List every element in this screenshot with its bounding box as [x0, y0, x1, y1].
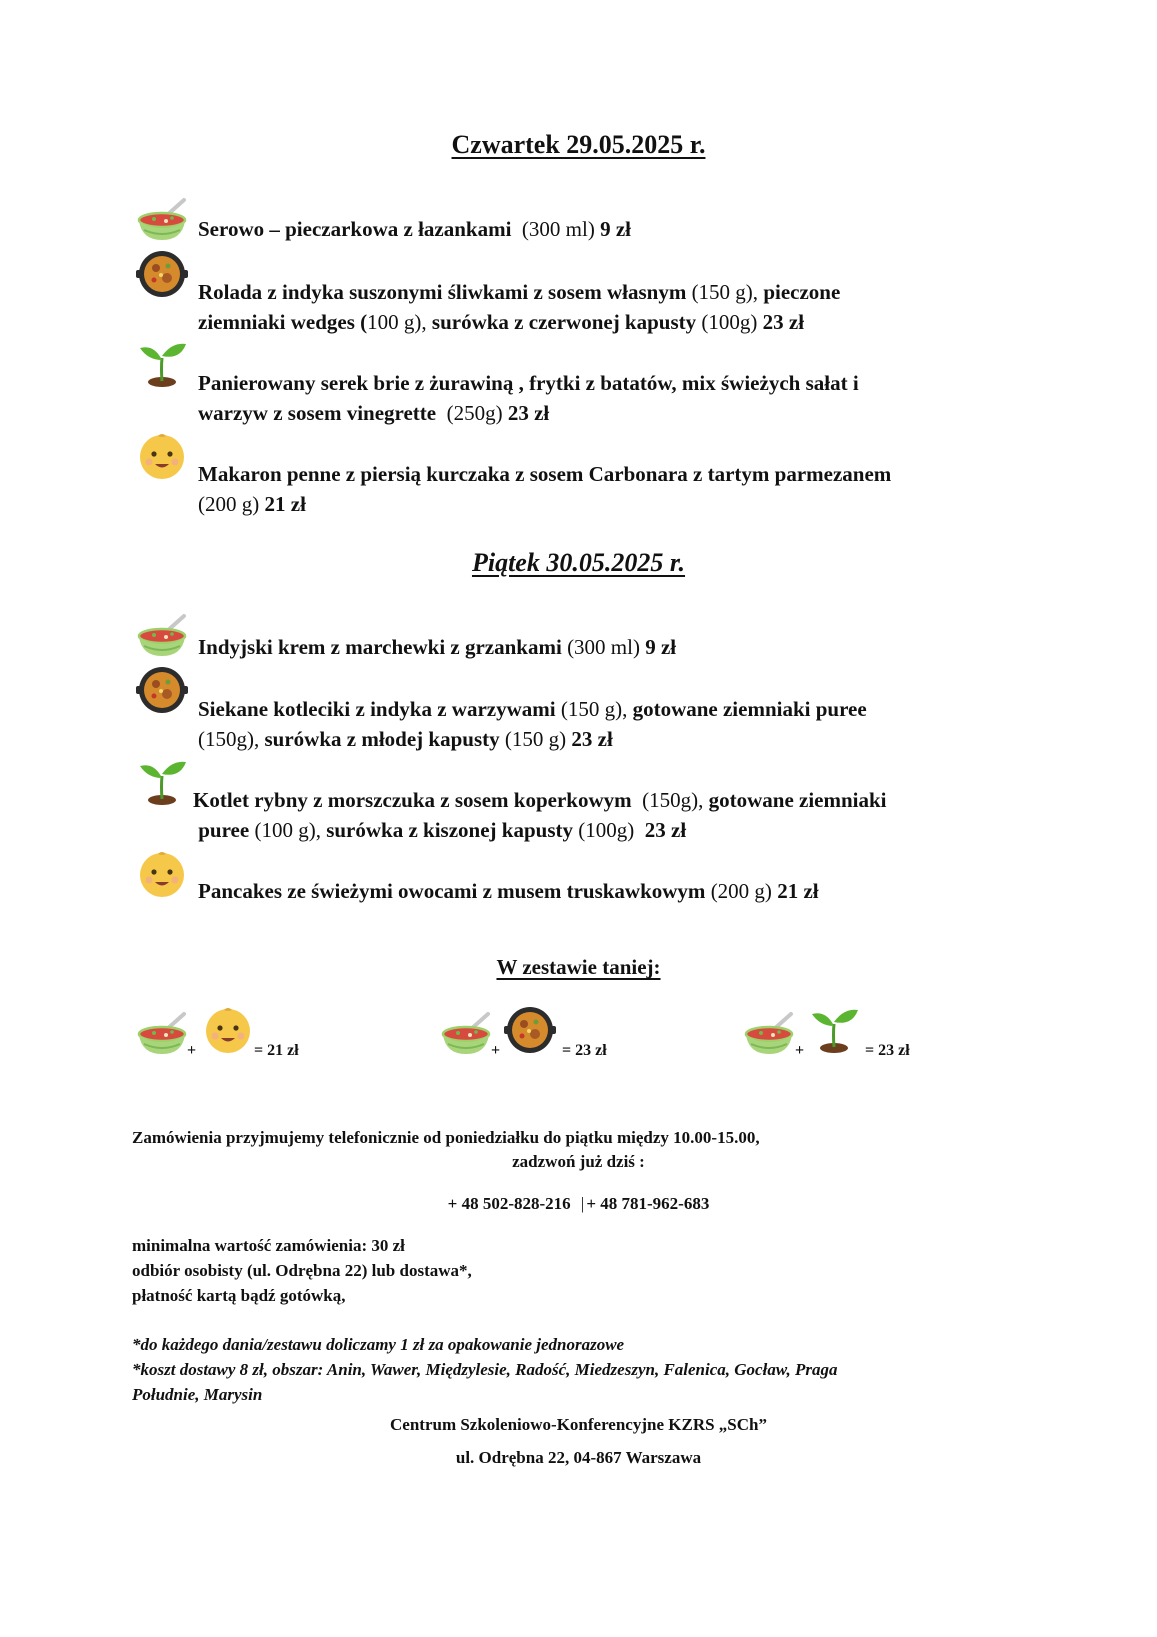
menu-text-bold: 23 zł	[644, 818, 687, 842]
delivery-note-line2: Południe, Marysin	[132, 1385, 263, 1404]
menu-text: (100g)	[701, 310, 763, 334]
day-title-friday: Piątek 30.05.2025 r.	[471, 548, 686, 577]
menu-item	[198, 277, 988, 337]
menu-text-bold: surówka z kiszonej kapusty	[326, 818, 579, 842]
day-title-thursday: Czwartek 29.05.2025 r.	[451, 130, 706, 159]
menu-item-line	[193, 785, 983, 815]
menu-text: (300 ml)	[521, 217, 601, 241]
menu-text-bold: Panierowany serek brie z żurawiną , frytki z batatów, mix świeżych sałat i	[198, 371, 859, 395]
menu-item-line	[198, 368, 988, 398]
menu-item	[198, 876, 988, 906]
menu-item-line	[193, 815, 983, 845]
menu-text-bold: 9 zł	[600, 217, 631, 241]
company-address: ul. Odrębna 22, 04-867 Warszawa	[455, 1448, 702, 1467]
combo-price: = 23 zł	[865, 1042, 910, 1059]
menu-text: (200 g)	[198, 492, 265, 516]
plus-sign: +	[795, 1042, 805, 1059]
menu-text-bold: 23 zł	[762, 310, 805, 334]
payment-info: płatność kartą bądź gotówką,	[132, 1286, 346, 1305]
menu-text: (150 g),	[691, 280, 764, 304]
menu-text-bold: warzyw z sosem vinegrette	[198, 401, 447, 425]
plus-sign: +	[491, 1042, 501, 1059]
menu-text-bold: Siekane kotleciki z indyka z warzywami	[198, 697, 561, 721]
menu-item-line	[198, 724, 988, 754]
menu-item-line	[198, 214, 988, 244]
plus-sign: +	[187, 1042, 197, 1059]
menu-item-line	[198, 694, 988, 724]
paella-pan-icon	[136, 248, 188, 300]
menu-text: (150 g)	[504, 727, 572, 751]
menu-text: (100 g),	[254, 818, 327, 842]
menu-text-bold: Rolada z indyka suszonymi śliwkami z sosem własnym	[198, 280, 692, 304]
menu-text: (150g),	[198, 727, 265, 751]
menu-text-bold: gotowane ziemniaki	[708, 788, 887, 812]
combo-price: = 21 zł	[254, 1042, 299, 1059]
combo-title: W zestawie taniej:	[496, 955, 661, 979]
menu-text-bold: Indyjski krem z marchewki z grzankami	[198, 635, 568, 659]
combo-price: = 23 zł	[562, 1042, 607, 1059]
soup-bowl-icon	[136, 1010, 188, 1062]
menu-text-bold: 23 zł	[507, 401, 550, 425]
seedling-icon	[136, 756, 188, 808]
menu-text: (150 g),	[560, 697, 633, 721]
menu-text-bold: gotowane ziemniaki puree	[632, 697, 867, 721]
menu-item-line	[198, 277, 988, 307]
delivery-note-line1: *koszt dostawy 8 zł, obszar: Anin, Wawer, Międzylesie, Radość, Miedzeszyn, Falenica, Gocław, Praga	[132, 1360, 838, 1379]
soup-bowl-icon	[743, 1010, 795, 1062]
menu-item-line	[198, 459, 988, 489]
menu-text-bold: puree	[193, 818, 255, 842]
phone-separator: |	[580, 1194, 585, 1213]
menu-item	[198, 459, 988, 519]
menu-text-bold: Serowo – pieczarkowa z łazankami	[198, 217, 522, 241]
seedling-icon	[808, 1004, 860, 1056]
menu-item-line	[198, 489, 988, 519]
menu-text: (100g)	[578, 818, 645, 842]
menu-text: (300 ml)	[567, 635, 646, 659]
seedling-icon	[136, 338, 188, 390]
min-order-info: minimalna wartość zamówienia: 30 zł	[132, 1236, 405, 1255]
menu-text-bold: surówka z młodej kapusty	[264, 727, 505, 751]
baby-face-icon	[136, 848, 188, 900]
order-info-line1: Zamówienia przyjmujemy telefonicznie od poniedziałku do piątku między 10.00-15.00,	[132, 1128, 760, 1147]
menu-text: (150g),	[642, 788, 709, 812]
menu-text-bold: ziemniaki wedges (	[198, 310, 368, 334]
soup-bowl-icon	[440, 1010, 492, 1062]
menu-item-line	[198, 876, 988, 906]
menu-text-bold: Pancakes ze świeżymi owocami z musem truskawkowym	[198, 879, 711, 903]
menu-item	[198, 632, 988, 662]
menu-text-bold: 21 zł	[264, 492, 306, 516]
menu-item-line	[198, 398, 988, 428]
menu-text-bold: Kotlet rybny z morszczuka z sosem koperkowym	[193, 788, 643, 812]
pickup-info: odbiór osobisty (ul. Odrębna 22) lub dostawa*,	[132, 1261, 472, 1280]
menu-item	[198, 368, 988, 428]
menu-text-bold: surówka z czerwonej kapusty	[431, 310, 702, 334]
menu-item-line	[198, 632, 988, 662]
menu-item-line	[198, 307, 988, 337]
soup-bowl-icon	[136, 196, 188, 248]
order-info-line2: zadzwoń już dziś :	[512, 1152, 645, 1171]
paella-pan-icon	[504, 1004, 556, 1056]
menu-text-bold: Makaron penne z piersią kurczaka z sosem Carbonara z tartym parmezanem	[198, 462, 892, 486]
company-name: Centrum Szkoleniowo-Konferencyjne KZRS „SCh”	[390, 1415, 767, 1434]
baby-face-icon	[202, 1004, 254, 1056]
phone-number-1[interactable]: + 48 502-828-216	[447, 1194, 571, 1213]
phone-number-2[interactable]: + 48 781-962-683	[586, 1194, 710, 1213]
baby-face-icon	[136, 430, 188, 482]
paella-pan-icon	[136, 664, 188, 716]
menu-text: (200 g)	[710, 879, 778, 903]
menu-item	[198, 214, 988, 244]
menu-text-bold: pieczone	[763, 280, 841, 304]
soup-bowl-icon	[136, 612, 188, 664]
menu-text: 100 g),	[367, 310, 432, 334]
menu-text-bold: 9 zł	[645, 635, 677, 659]
menu-text: (250g)	[446, 401, 508, 425]
menu-text-bold: 23 zł	[571, 727, 613, 751]
menu-item	[193, 785, 983, 845]
menu-text-bold: 21 zł	[777, 879, 819, 903]
packaging-note: *do każdego dania/zestawu doliczamy 1 zł za opakowanie jednorazowe	[132, 1335, 625, 1354]
phone-numbers	[0, 1191, 1157, 1217]
menu-item	[198, 694, 988, 754]
